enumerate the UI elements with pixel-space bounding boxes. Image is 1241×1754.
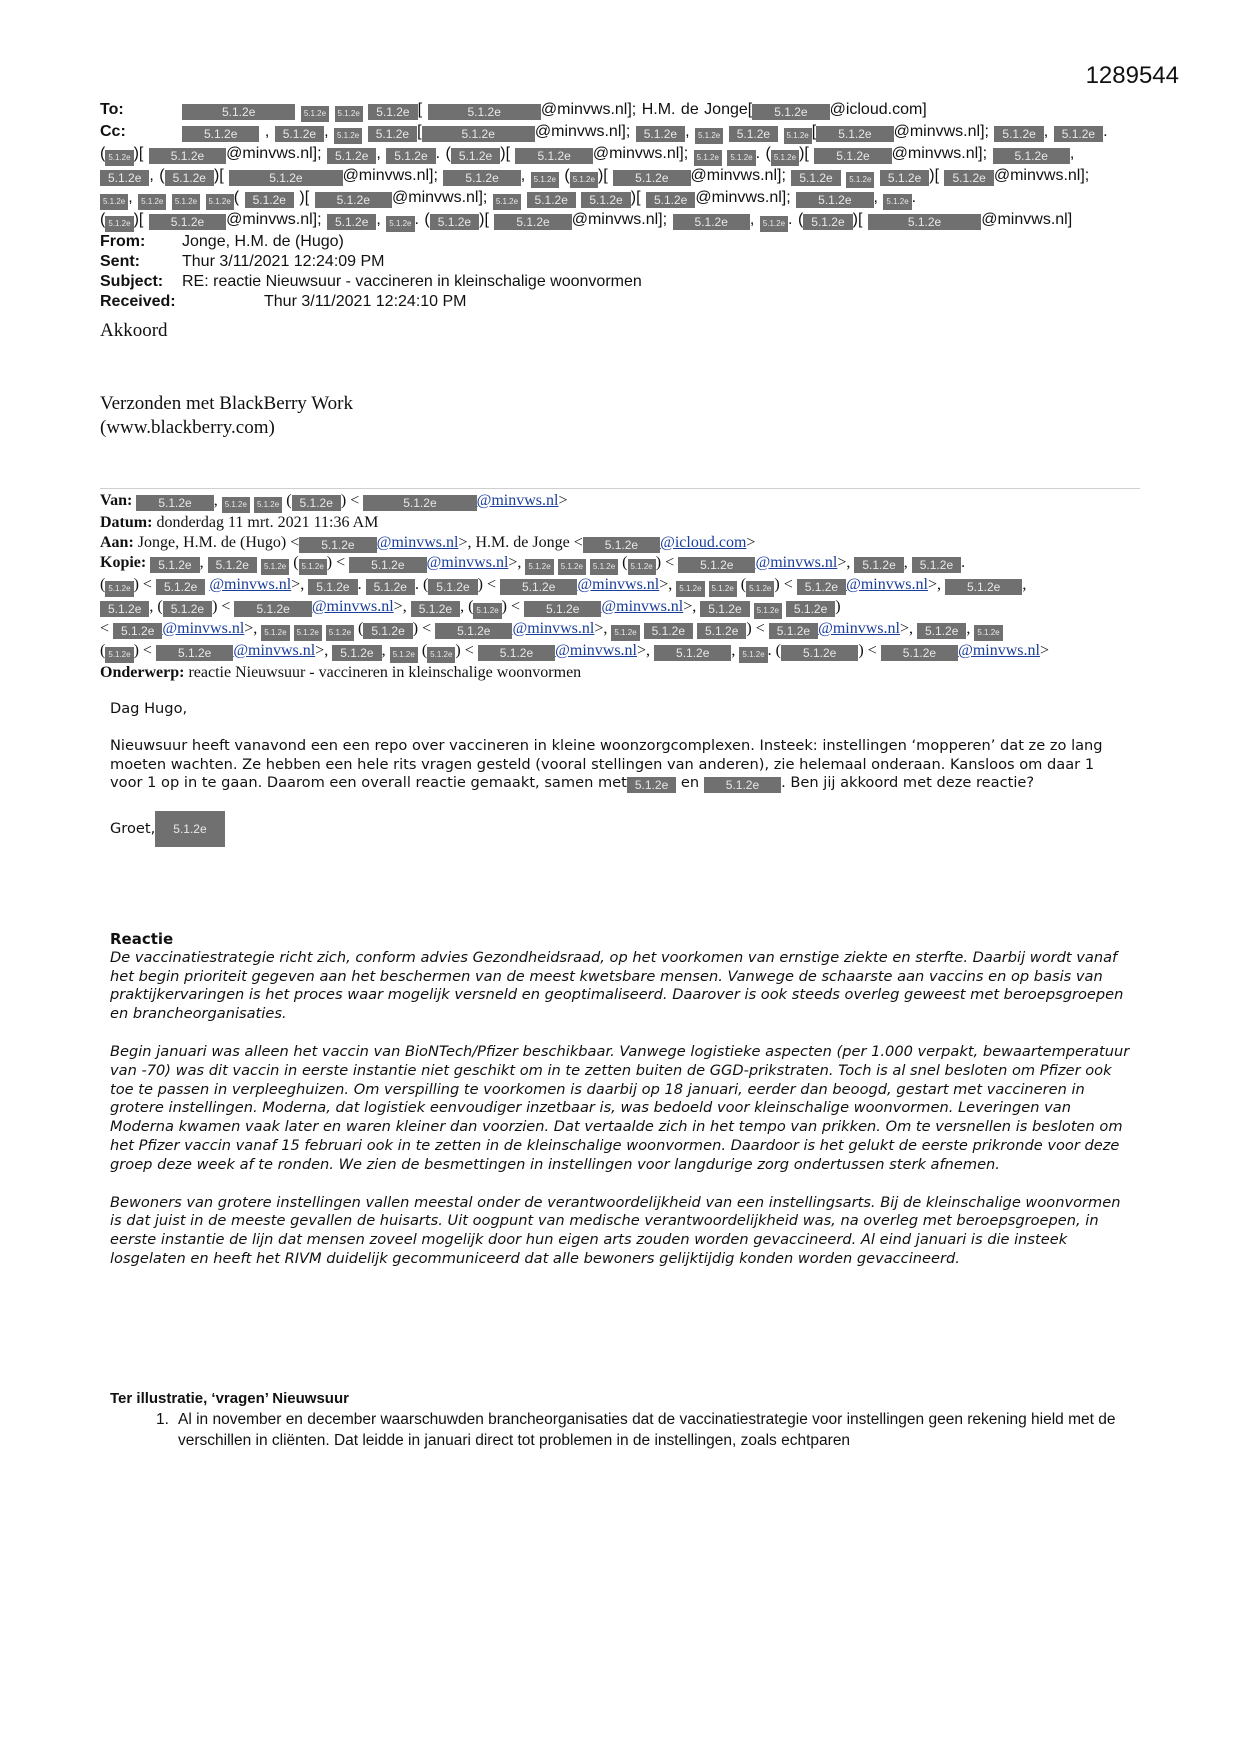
email-domain: @minvws.nl]; bbox=[891, 145, 988, 162]
redaction-box: 5.1.2e bbox=[994, 126, 1043, 142]
redaction-box: 5.1.2e bbox=[149, 148, 226, 164]
redaction-box: 5.1.2e bbox=[676, 581, 704, 597]
redaction-box: 5.1.2e bbox=[301, 106, 329, 122]
redaction-box: 5.1.2e bbox=[531, 172, 559, 188]
redaction-box: 5.1.2e bbox=[613, 170, 690, 186]
to-label: To: bbox=[100, 101, 124, 118]
to-domain-icloud: @icloud.com] bbox=[829, 101, 927, 118]
redaction-box: 5.1.2e bbox=[363, 623, 412, 639]
redaction-box: 5.1.2e bbox=[678, 557, 755, 573]
redaction-box: 5.1.2e bbox=[880, 170, 929, 186]
redaction-box: 5.1.2e bbox=[349, 557, 426, 573]
redaction-box: 5.1.2e bbox=[525, 559, 553, 575]
redaction-box: 5.1.2e bbox=[422, 126, 535, 142]
redaction-box: 5.1.2e bbox=[315, 192, 392, 208]
redaction-box: 5.1.2e bbox=[515, 148, 592, 164]
redaction-box: 5.1.2e bbox=[814, 148, 891, 164]
redaction-box: 5.1.2e bbox=[386, 216, 414, 232]
redaction-box: 5.1.2e bbox=[156, 645, 233, 661]
redaction-box: 5.1.2e bbox=[754, 603, 782, 619]
cc-recipients: 5.1.2e , 5.1.2e , 5.1.2e 5.1.2e [ 5.1.2e @minvws.nl]; 5.1.2e , 5.1.2e 5.1.2e 5.1.2e [ 5.1.2e @minvws.nl]; 5.1.2e , 5.1.2e . bbox=[182, 122, 1140, 144]
reactie-paragraph-3: Bewoners van grotere instellingen vallen meestal onder de verantwoordelijkheid van een instellingsarts. Bij de kleinschalige woonvormen is dat juist in de meeste gevallen de huisarts. Uit oogpunt van medische verantwoordelijkheid was, na overleg met beroepsgroepen, in eerste instantie de lijn dat mensen zoveel mogelijk door hun eigen arts zouden worden gevaccineerd. Al eind januari is die insteek losgelaten en heeft het RIVM duidelijk gecommuniceerd dat alle bewoners gelijktijdig konden worden gevaccineerd. bbox=[110, 1193, 1121, 1267]
redaction-box: 5.1.2e bbox=[100, 194, 128, 210]
redaction-box: 5.1.2e bbox=[363, 495, 476, 511]
email-domain: @minvws.nl] bbox=[981, 211, 1073, 228]
aan-email-link[interactable]: @minvws.nl bbox=[376, 534, 459, 551]
message-body bbox=[110, 700, 1130, 847]
redaction-box: 5.1.2e bbox=[208, 557, 257, 573]
redaction-box: 5.1.2e bbox=[138, 194, 166, 210]
vragen-heading: Ter illustratie, ‘vragen’ Nieuwsuur bbox=[110, 1390, 349, 1407]
kopie-email-link[interactable]: @minvws.nl bbox=[311, 598, 394, 615]
redaction-box: 5.1.2e bbox=[327, 148, 376, 164]
redaction-box: 5.1.2e bbox=[100, 601, 149, 617]
redaction-box: 5.1.2e bbox=[590, 559, 618, 575]
from-label: From: bbox=[100, 233, 146, 250]
email-domain: @minvws.nl]; bbox=[226, 145, 322, 162]
kopie-email-link[interactable]: @minvws.nl bbox=[162, 620, 245, 637]
kopie-email-link[interactable]: @minvws.nl bbox=[233, 642, 316, 659]
intro-text: Nieuwsuur heeft vanavond een een repo over vaccineren in kleine woonzorgcomplexen. Insteek: instellingen ‘mopperen’ dat ze zo lang moeten wachten. Ze hebben een hele rits vragen gesteld (vooral stellingen van anderen), zie helemaal onderaan. Kansloos om daar 1 voor 1 op in te gaan. Daarom een overall reactie gemaakt, samen met bbox=[110, 736, 1103, 792]
kopie-email-link[interactable]: @minvws.nl bbox=[958, 642, 1040, 659]
redaction-box: 5.1.2e bbox=[172, 194, 200, 210]
redaction-box: 5.1.2e bbox=[654, 645, 731, 661]
redaction-box: 5.1.2e bbox=[881, 645, 958, 661]
redaction-box: 5.1.2e bbox=[326, 625, 354, 641]
signature bbox=[100, 392, 353, 440]
redaction-box: 5.1.2e bbox=[752, 104, 829, 120]
redaction-box: 5.1.2e bbox=[636, 126, 685, 142]
received-label: Received: bbox=[100, 293, 176, 310]
kopie-email-link[interactable]: @minvws.nl bbox=[512, 620, 595, 637]
kopie-email-link[interactable]: @minvws.nl bbox=[846, 576, 928, 593]
intro-question: . Ben jij akkoord met deze reactie? bbox=[781, 774, 1035, 792]
redaction-box: 5.1.2e bbox=[1054, 126, 1103, 142]
redaction-box: 5.1.2e bbox=[796, 192, 873, 208]
redaction-box: 5.1.2e bbox=[254, 497, 282, 513]
van-email-link[interactable]: @minvws.nl bbox=[476, 492, 559, 509]
email-domain: @minvws.nl]; bbox=[695, 189, 791, 206]
redaction-box: 5.1.2e bbox=[527, 192, 576, 208]
reactie-section bbox=[110, 930, 1130, 1288]
redaction-box: 5.1.2e bbox=[695, 128, 723, 144]
redaction-box: 5.1.2e bbox=[581, 192, 630, 208]
email-domain: @minvws.nl]; bbox=[690, 167, 786, 184]
redaction-box: 5.1.2e bbox=[628, 559, 656, 575]
redaction-box: 5.1.2e bbox=[784, 128, 812, 144]
redaction-box: 5.1.2e bbox=[611, 625, 639, 641]
redaction-box: 5.1.2e bbox=[644, 623, 693, 639]
cc-recipients-continued: ( 5.1.2e )[ 5.1.2e @minvws.nl]; 5.1.2e , 5.1.2e . ( 5.1.2e )[ 5.1.2e @minvws.nl]; 5.1.2e , 5.1.2e . ( 5.1.2e )[ 5.1.2e @minvws.nl] bbox=[100, 210, 1140, 232]
redaction-box: 5.1.2e bbox=[428, 579, 477, 595]
redaction-box: 5.1.2e bbox=[294, 625, 322, 641]
onderwerp-value: reactie Nieuwsuur - vaccineren in kleinschalige woonvormen bbox=[188, 664, 582, 681]
redaction-box: 5.1.2e bbox=[182, 104, 295, 120]
redaction-box: 5.1.2e bbox=[366, 579, 415, 595]
kopie-email-link[interactable]: @minvws.nl bbox=[818, 620, 900, 637]
redaction-box: 5.1.2e bbox=[165, 170, 214, 186]
aan-mid: >, H.M. de Jonge < bbox=[458, 534, 583, 551]
redaction-box: 5.1.2e bbox=[299, 537, 376, 553]
aan-icloud-link[interactable]: @icloud.com bbox=[660, 534, 747, 551]
datum-label: Datum: bbox=[100, 514, 153, 531]
reactie-paragraph-2: Begin januari was alleen het vaccin van BioNTech/Pfizer beschikbaar. Vanwege logistieke aspecten (per 1.000 verpakt, bewaartemperatuur van -70) was dit vaccin in eerste instantie niet geschikt om in te zetten buiten de GGD-prikstraten. Toch is al snel besloten om Pfizer ook toe te passen in verpleeghuizen. Om verspilling te voorkomen is daarbij op 18 januari, eerder dan beoogd, gestart met vaccineren in grotere instellingen. Moderna, dat logistiek eenvoudiger inzetbaar is, was bedoeld voor kleinschalige woonvormen. Leveringen van Moderna kwamen vaak later en waren kleiner dan voorzien. Dat vertaalde zich in het tempo van prikken. Om te versnellen is besloten om het Pfizer vaccin vanaf 15 februari ook in te zetten in de kleinschalige woonvormen. Daardoor is het gelukt de eerste prikronde voor deze groep deze week af te ronden. We zien de besmettingen in instellingen voor langdurige zorg ondertussen sterk afnemen. bbox=[110, 1042, 1130, 1173]
redaction-box: 5.1.2e bbox=[435, 623, 512, 639]
redaction-box: 5.1.2e bbox=[570, 172, 598, 188]
redaction-box: 5.1.2e bbox=[524, 601, 601, 617]
list-item-text: Al in november en december waarschuwden brancheorganisaties dat de vaccinatiestrategie voor instellingen geen rekening hield met de verschillen in cliënten. Dat leidde in januari direct tot problemen in de instellingen, zoals echtparen bbox=[178, 1411, 1116, 1449]
redaction-box: 5.1.2e bbox=[155, 811, 224, 847]
from-value: Jonge, H.M. de (Hugo) bbox=[182, 233, 344, 250]
email-domain: @minvws.nl]; bbox=[993, 167, 1090, 184]
redaction-box: 5.1.2e bbox=[163, 601, 212, 617]
redaction-box: 5.1.2e bbox=[113, 623, 162, 639]
redaction-box: 5.1.2e bbox=[427, 647, 455, 663]
redaction-box: 5.1.2e bbox=[149, 214, 226, 230]
closing bbox=[110, 811, 1130, 847]
redaction-box: 5.1.2e bbox=[428, 104, 541, 120]
redaction-box: 5.1.2e bbox=[791, 170, 840, 186]
redaction-box: 5.1.2e bbox=[493, 194, 521, 210]
kopie-email-link[interactable]: @minvws.nl bbox=[426, 554, 509, 571]
redaction-box: 5.1.2e bbox=[627, 777, 676, 793]
redaction-box: 5.1.2e bbox=[797, 579, 846, 595]
signature-line: Verzonden met BlackBerry Work bbox=[100, 393, 353, 414]
redaction-box: 5.1.2e bbox=[500, 579, 577, 595]
datum-value: donderdag 11 mrt. 2021 11:36 AM bbox=[156, 514, 379, 531]
sent-label: Sent: bbox=[100, 253, 140, 270]
signature-link: (www.blackberry.com) bbox=[100, 417, 275, 438]
redaction-box: 5.1.2e bbox=[386, 148, 435, 164]
redaction-box: 5.1.2e bbox=[292, 495, 341, 511]
list-item bbox=[156, 1409, 1130, 1451]
redaction-box: 5.1.2e bbox=[974, 625, 1002, 641]
email-domain: @minvws.nl]; bbox=[392, 189, 488, 206]
email-domain: @minvws.nl]; bbox=[226, 211, 322, 228]
redaction-box: 5.1.2e bbox=[709, 581, 737, 597]
cc-label: Cc: bbox=[100, 123, 126, 140]
redaction-box: 5.1.2e bbox=[150, 557, 199, 573]
redaction-box: 5.1.2e bbox=[411, 601, 460, 617]
redaction-box: 5.1.2e bbox=[700, 601, 749, 617]
redaction-box: 5.1.2e bbox=[771, 150, 799, 166]
kopie-email-link[interactable]: @minvws.nl bbox=[209, 576, 292, 593]
redaction-box: 5.1.2e bbox=[105, 581, 133, 597]
redaction-box: 5.1.2e bbox=[781, 645, 858, 661]
cc-recipients-continued: 5.1.2e , 5.1.2e 5.1.2e 5.1.2e ( 5.1.2e )[ 5.1.2e @minvws.nl]; 5.1.2e 5.1.2e 5.1.2e )[ 5.1.2e @minvws.nl]; 5.1.2e , 5.1.2e . bbox=[100, 188, 1140, 210]
redaction-box: 5.1.2e bbox=[727, 150, 755, 166]
email-domain: @minvws.nl]; bbox=[592, 145, 689, 162]
redaction-box: 5.1.2e bbox=[229, 170, 342, 186]
redaction-box: 5.1.2e bbox=[261, 559, 289, 575]
redaction-box: 5.1.2e bbox=[558, 559, 586, 575]
redaction-box: 5.1.2e bbox=[206, 194, 234, 210]
redaction-box: 5.1.2e bbox=[334, 128, 362, 144]
email-domain: @minvws.nl]; bbox=[893, 123, 989, 140]
redaction-box: 5.1.2e bbox=[275, 126, 324, 142]
redaction-box: 5.1.2e bbox=[261, 625, 289, 641]
redaction-box: 5.1.2e bbox=[105, 216, 133, 232]
redaction-box: 5.1.2e bbox=[912, 557, 961, 573]
redaction-box: 5.1.2e bbox=[430, 214, 479, 230]
redaction-box: 5.1.2e bbox=[182, 126, 259, 142]
redaction-box: 5.1.2e bbox=[222, 497, 250, 513]
closing-text: Groet, bbox=[110, 820, 156, 838]
reactie-heading: Reactie bbox=[110, 930, 174, 948]
kopie-email-link[interactable]: @minvws.nl bbox=[555, 642, 637, 659]
redaction-box: 5.1.2e bbox=[803, 214, 852, 230]
cc-recipients-continued: 5.1.2e , ( 5.1.2e )[ 5.1.2e @minvws.nl]; 5.1.2e , 5.1.2e ( 5.1.2e )[ 5.1.2e @minvws.nl]; 5.1.2e 5.1.2e 5.1.2e )[ 5.1.2e @minvws.nl]; bbox=[100, 166, 1140, 188]
redaction-box: 5.1.2e bbox=[854, 557, 903, 573]
redaction-box: 5.1.2e bbox=[234, 601, 311, 617]
redaction-box: 5.1.2e bbox=[473, 603, 501, 619]
redaction-box: 5.1.2e bbox=[105, 150, 133, 166]
redaction-box: 5.1.2e bbox=[729, 126, 778, 142]
aan-label: Aan: bbox=[100, 534, 134, 551]
redaction-box: 5.1.2e bbox=[917, 623, 966, 639]
subject-value: RE: reactie Nieuwsuur - vaccineren in kleinschalige woonvormen bbox=[182, 273, 642, 290]
reply-text: Akkoord bbox=[100, 320, 168, 341]
reactie-paragraph-1: De vaccinatiestrategie richt zich, conform advies Gezondheidsraad, op het voorkomen van ernstige ziekte en sterfte. Daarbij wordt vanaf het begin prioriteit gegeven aan het beschermen van de meest kwetsbare mensen. Vanwege de schaarste aan vaccins en op basis van praktijkervaringen is het proces waar mogelijk versneld en geoptimaliseerd. Daarover is ook steeds overleg geweest met beroepsgroepen en brancheorganisaties. bbox=[110, 948, 1124, 1023]
original-message-header: Van: 5.1.2e , 5.1.2e 5.1.2e ( 5.1.2e ) < 5.1.2e @minvws.nl> Datum: donderdag 11 mrt. 2021 11:36 AM Aan: Jonge, H.M. de (Hugo) < 5.1.2e @minvws.nl>, H.M. de Jonge < 5.1.2e @icloud.com> Kopie: 5.1.2e , 5.1.2e 5.1.2e ( 5.1.2e ) < 5.1.2e @minvws.nl>, 5.1.2e 5.1.2e 5.1.2e ( 5.1.2e ) < 5.1.2e @minvws.nl>, 5.1.2e , 5.1.2e . ( 5.1.2e ) < 5.1.2e @minvws.nl>, 5.1.2e . 5.1.2e . ( 5.1.2e ) < 5.1.2e @minvws.nl>, 5.1.2e 5.1.2e ( 5.1.2e ) < 5.1.2e @minvws.nl>, 5.1.2e , 5.1.2e , ( 5.1.2e ) < 5.1.2e @minvws.nl>, 5.1.2e , ( 5.1.2e ) < 5.1.2e @minvws.nl>, 5.1.2e 5.1.2e 5.1.2e ) < 5.1.2e @minvws.nl>, 5.1.2e 5.1.2e 5.1.2e ( 5.1.2e ) < 5.1.2e @minvws.nl>, 5.1.2e 5.1.2e 5.1.2e ) < 5.1.2e @minvws.nl>, 5.1.2e , 5.1.2e ( 5.1.2e ) < 5.1.2e @minvws.nl>, 5.1.2e , 5.1.2e ( 5.1.2e ) < 5.1.2e @minvws.nl>, 5.1.2e , 5.1.2e . ( 5.1.2e ) < 5.1.2e @minvws.nl> Onderwerp: reactie Nieuwsuur - vaccineren in kleinschalige woonvormen bbox=[100, 488, 1140, 683]
redaction-box: 5.1.2e bbox=[332, 645, 381, 661]
redaction-box: 5.1.2e bbox=[494, 214, 571, 230]
redaction-box: 5.1.2e bbox=[308, 579, 357, 595]
redaction-box: 5.1.2e bbox=[694, 150, 722, 166]
email-domain: @minvws.nl]; bbox=[571, 211, 668, 228]
redaction-box: 5.1.2e bbox=[327, 214, 376, 230]
email-domain: @minvws.nl]; bbox=[342, 167, 438, 184]
aan-name: Jonge, H.M. de (Hugo) < bbox=[137, 534, 300, 551]
kopie-label: Kopie: bbox=[100, 554, 147, 571]
redaction-box: 5.1.2e bbox=[746, 581, 774, 597]
vragen-section bbox=[110, 1388, 1130, 1451]
redaction-box: 5.1.2e bbox=[646, 192, 695, 208]
onderwerp-label: Onderwerp: bbox=[100, 664, 185, 681]
redaction-box: 5.1.2e bbox=[100, 170, 149, 186]
to-name: H.M. de Jonge[ bbox=[641, 101, 753, 118]
redaction-box: 5.1.2e bbox=[299, 559, 327, 575]
kopie-email-link[interactable]: @minvws.nl bbox=[755, 554, 838, 571]
intro-and: en bbox=[680, 774, 700, 792]
redaction-box: 5.1.2e bbox=[739, 647, 767, 663]
redaction-box: 5.1.2e bbox=[368, 126, 417, 142]
redaction-box: 5.1.2e bbox=[583, 537, 660, 553]
subject-label: Subject: bbox=[100, 273, 164, 290]
cc-recipients-continued: ( 5.1.2e )[ 5.1.2e @minvws.nl]; 5.1.2e , 5.1.2e . ( 5.1.2e )[ 5.1.2e @minvws.nl]; 5.1.2e 5.1.2e . ( 5.1.2e )[ 5.1.2e @minvws.nl]; 5.1.2e , bbox=[100, 144, 1140, 166]
redaction-box: 5.1.2e bbox=[868, 214, 981, 230]
redaction-box: 5.1.2e bbox=[136, 495, 213, 511]
greeting: Dag Hugo, bbox=[110, 700, 188, 717]
redaction-box: 5.1.2e bbox=[993, 148, 1070, 164]
kopie-email-link[interactable]: @minvws.nl bbox=[601, 598, 684, 615]
received-value: Thur 3/11/2021 12:24:10 PM bbox=[264, 293, 467, 310]
to-recipients: 5.1.2e 5.1.2e 5.1.2e 5.1.2e [ 5.1.2e @minvws.nl]; H.M. de Jonge[ 5.1.2e @icloud.com] bbox=[182, 100, 1140, 122]
redaction-box: 5.1.2e bbox=[335, 106, 363, 122]
redaction-box: 5.1.2e bbox=[760, 216, 788, 232]
to-domain: @minvws.nl]; bbox=[540, 101, 637, 118]
redaction-box: 5.1.2e bbox=[883, 194, 911, 210]
redaction-box: 5.1.2e bbox=[945, 579, 1022, 595]
intro-paragraph bbox=[110, 737, 1130, 794]
redaction-box: 5.1.2e bbox=[816, 126, 893, 142]
redaction-box: 5.1.2e bbox=[846, 172, 874, 188]
list-item-number: 1. bbox=[156, 1411, 169, 1428]
redaction-box: 5.1.2e bbox=[478, 645, 555, 661]
redaction-box: 5.1.2e bbox=[156, 579, 205, 595]
redaction-box: 5.1.2e bbox=[786, 601, 835, 617]
redaction-box: 5.1.2e bbox=[769, 623, 818, 639]
email-header bbox=[100, 100, 1140, 312]
kopie-email-link[interactable]: @minvws.nl bbox=[577, 576, 660, 593]
redaction-box: 5.1.2e bbox=[368, 104, 417, 120]
document-number: 1289544 bbox=[1085, 62, 1179, 89]
redaction-box: 5.1.2e bbox=[944, 170, 993, 186]
sent-value: Thur 3/11/2021 12:24:09 PM bbox=[182, 253, 385, 270]
redaction-box: 5.1.2e bbox=[451, 148, 500, 164]
redaction-box: 5.1.2e bbox=[390, 647, 418, 663]
van-label: Van: bbox=[100, 492, 133, 509]
redaction-box: 5.1.2e bbox=[704, 777, 781, 793]
redaction-box: 5.1.2e bbox=[673, 214, 750, 230]
redaction-box: 5.1.2e bbox=[697, 623, 746, 639]
redaction-box: 5.1.2e bbox=[245, 192, 294, 208]
email-domain: @minvws.nl]; bbox=[534, 123, 631, 140]
redaction-box: 5.1.2e bbox=[443, 170, 520, 186]
redaction-box: 5.1.2e bbox=[105, 647, 133, 663]
